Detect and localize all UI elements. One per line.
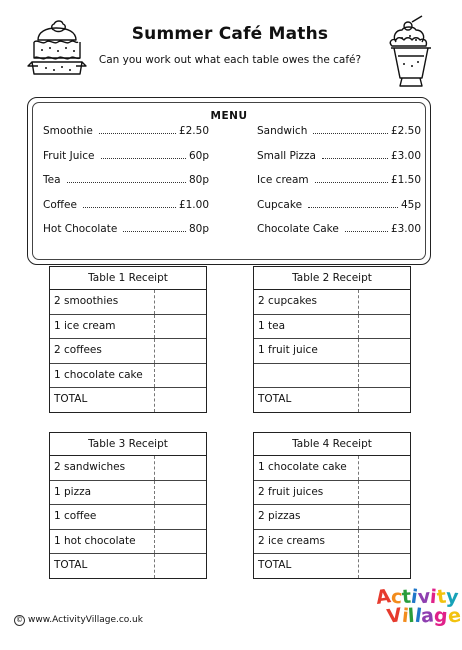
menu-item-price: £1.50 [390, 174, 421, 186]
answer-cell [154, 456, 155, 480]
page-subtitle: Can you work out what each table owes the café? [98, 54, 362, 66]
menu-item-name: Sandwich [257, 125, 308, 137]
answer-cell [358, 505, 359, 529]
answer-cell [358, 456, 359, 480]
menu-item-price: £2.50 [390, 125, 421, 137]
receipt-total-label: TOTAL [258, 559, 292, 571]
menu-title: MENU [210, 110, 248, 122]
receipt-total-row[interactable] [254, 554, 410, 578]
receipt-title: Table 4 Receipt [254, 433, 410, 456]
leader-dots [83, 207, 176, 208]
answer-cell [154, 290, 155, 314]
receipt-title: Table 2 Receipt [254, 267, 410, 290]
menu-item-price: 45p [400, 198, 421, 211]
answer-cell [154, 364, 155, 388]
receipt-item: 1 tea [258, 319, 286, 332]
receipt-table-4 [253, 432, 411, 579]
receipt-row[interactable] [50, 290, 206, 315]
menu-item [43, 150, 209, 175]
menu-item [257, 199, 421, 224]
footer-url-text: www.ActivityVillage.co.uk [28, 615, 143, 625]
answer-cell [154, 339, 155, 363]
footer-url[interactable] [14, 615, 143, 626]
menu-right-column [257, 125, 421, 248]
receipt-total-row[interactable] [254, 388, 410, 412]
logo-letter: i [429, 585, 438, 609]
receipt-row[interactable] [254, 505, 410, 530]
receipt-item: 2 fruit juices [258, 485, 324, 498]
logo-letter: e [446, 604, 462, 628]
ice-cream-sundae-icon [386, 16, 436, 88]
menu-item-name: Coffee [43, 198, 77, 211]
receipt-row[interactable] [50, 315, 206, 340]
receipt-table-3 [49, 432, 207, 579]
answer-cell [154, 481, 155, 505]
leader-dots [99, 133, 176, 134]
receipt-table-1 [49, 266, 207, 413]
menu-item [43, 174, 209, 199]
menu-item [43, 223, 209, 248]
logo-letter: a [420, 604, 436, 628]
receipt-item: 1 coffee [54, 510, 97, 522]
leader-dots [101, 158, 186, 159]
cake-slice-icon [26, 18, 88, 84]
receipt-item: 1 hot chocolate [54, 534, 136, 547]
receipt-total-label: TOTAL [258, 393, 292, 405]
menu-item-price: 80p [188, 223, 209, 235]
logo-letter: c [389, 585, 404, 609]
menu-item-name: Hot Chocolate [43, 223, 118, 235]
receipt-row[interactable] [254, 364, 410, 389]
receipt-row[interactable] [254, 456, 410, 481]
receipt-item: 1 chocolate cake [54, 368, 143, 381]
menu-item-price: £2.50 [178, 125, 209, 137]
leader-dots [315, 182, 388, 183]
logo-letter: V [385, 604, 404, 628]
menu-item-name: Chocolate Cake [257, 223, 339, 235]
receipt-item: 2 pizzas [258, 510, 301, 522]
leader-dots [308, 207, 398, 208]
receipt-total-row[interactable] [50, 554, 206, 578]
copyright-icon: © [16, 616, 23, 624]
leader-dots [123, 231, 186, 232]
receipt-row[interactable] [50, 505, 206, 530]
answer-cell [358, 290, 359, 314]
receipt-row[interactable] [50, 364, 206, 389]
receipt-item: 1 chocolate cake [258, 461, 347, 473]
logo-letter: t [435, 585, 447, 609]
menu-item-price: £3.00 [390, 223, 421, 235]
menu-board [27, 97, 431, 265]
receipt-row[interactable] [50, 481, 206, 506]
receipt-row[interactable] [50, 456, 206, 481]
logo-letter: l [413, 604, 423, 628]
receipt-row[interactable] [254, 290, 410, 315]
menu-item-name: Tea [43, 174, 61, 186]
answer-cell [358, 481, 359, 505]
receipt-row[interactable] [254, 530, 410, 555]
logo-letter: A [374, 585, 393, 609]
answer-cell [358, 364, 359, 388]
receipt-item: 2 coffees [54, 344, 102, 356]
menu-left-column [43, 125, 209, 248]
leader-dots [313, 133, 388, 134]
receipt-item: 1 fruit juice [258, 344, 318, 356]
leader-dots [67, 182, 186, 183]
menu-item [257, 223, 421, 248]
answer-cell [154, 554, 155, 578]
menu-item [257, 174, 421, 199]
page-title: Summer Café Maths [131, 24, 329, 44]
menu-item [43, 199, 209, 224]
logo-letter: l [407, 604, 416, 628]
receipt-row[interactable] [254, 339, 410, 364]
receipt-table-2 [253, 266, 411, 413]
receipt-row[interactable] [254, 315, 410, 340]
menu-item-name: Fruit Juice [43, 149, 95, 162]
receipt-total-label: TOTAL [54, 393, 88, 405]
menu-inner-frame [32, 102, 426, 260]
receipt-item: 1 pizza [54, 485, 92, 498]
answer-cell [154, 315, 155, 339]
menu-item [43, 125, 209, 150]
receipt-item [254, 369, 258, 381]
receipt-title: Table 3 Receipt [50, 433, 206, 456]
receipt-item: 1 ice cream [54, 319, 116, 332]
answer-cell [358, 530, 359, 554]
answer-cell [154, 530, 155, 554]
menu-item-price: £3.00 [390, 149, 421, 162]
receipt-item: 2 smoothies [54, 295, 119, 307]
logo-letter: i [409, 585, 420, 609]
logo-letter: t [401, 585, 412, 609]
receipt-total-row[interactable] [50, 388, 206, 412]
receipt-title: Table 1 Receipt [50, 267, 206, 290]
menu-item-name: Ice cream [257, 174, 309, 186]
answer-cell [358, 315, 359, 339]
logo-letter: i [400, 604, 410, 628]
leader-dots [345, 231, 388, 232]
receipt-row[interactable] [50, 530, 206, 555]
menu-item-name: Smoothie [43, 125, 93, 137]
logo-letter: v [416, 585, 432, 609]
menu-item [257, 150, 421, 175]
receipt-item: 2 ice creams [258, 534, 325, 547]
menu-item [257, 125, 421, 150]
menu-item-price: 60p [188, 149, 209, 162]
receipt-item: 2 cupcakes [258, 295, 317, 307]
menu-item-price: £1.00 [178, 198, 209, 211]
receipt-row[interactable] [50, 339, 206, 364]
activity-village-logo[interactable] [373, 585, 462, 636]
answer-cell [358, 554, 359, 578]
receipt-item: 2 sandwiches [54, 461, 126, 473]
menu-item-price: 80p [188, 174, 209, 186]
answer-cell [358, 339, 359, 363]
menu-item-name: Small Pizza [257, 149, 316, 162]
answer-cell [154, 388, 155, 412]
answer-cell [358, 388, 359, 412]
logo-letter: g [433, 604, 449, 628]
logo-line-2 [373, 604, 462, 628]
logo-letter: y [444, 585, 459, 609]
leader-dots [322, 158, 388, 159]
receipt-row[interactable] [254, 481, 410, 506]
receipt-total-label: TOTAL [54, 559, 88, 571]
answer-cell [154, 505, 155, 529]
menu-item-name: Cupcake [257, 198, 303, 211]
